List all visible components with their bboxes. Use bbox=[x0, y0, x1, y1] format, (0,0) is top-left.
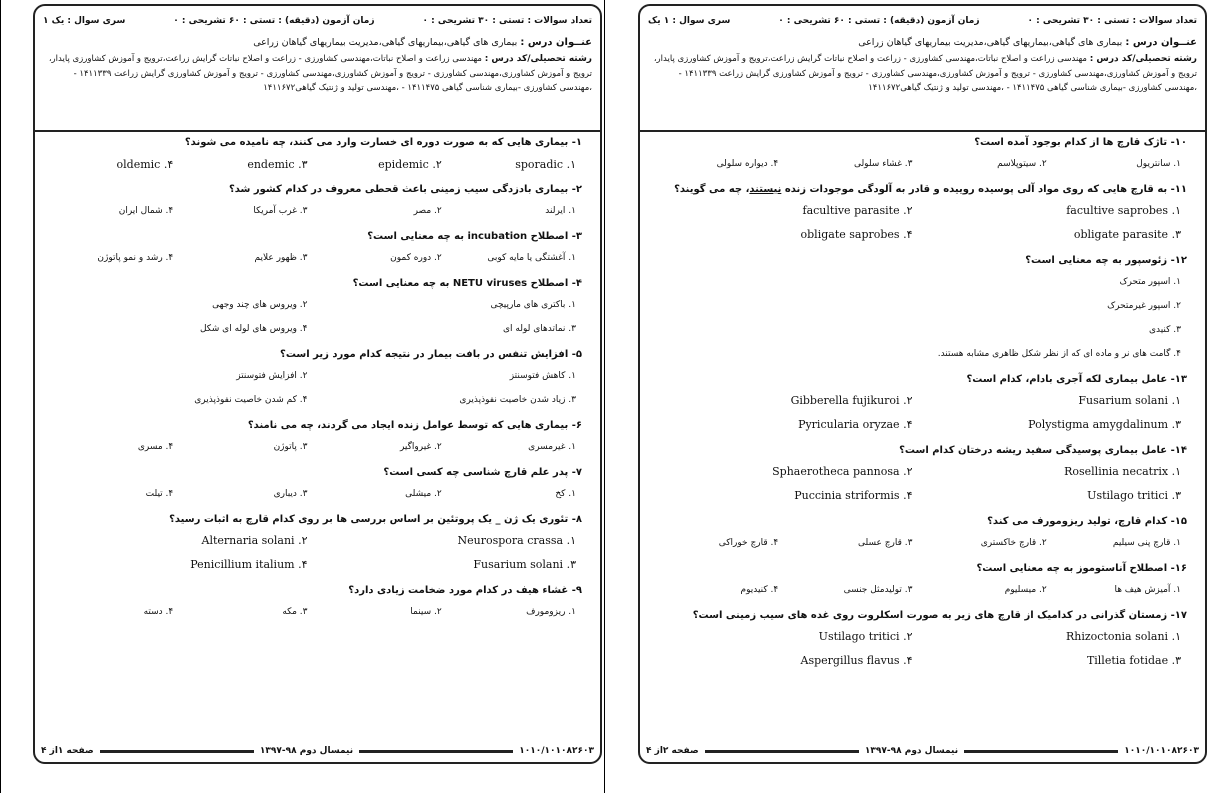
question-14 bbox=[654, 442, 1191, 508]
exam-page-1 bbox=[33, 4, 602, 764]
question-8 bbox=[49, 511, 586, 577]
option[interactable]: ۴. شمال ایران bbox=[118, 206, 174, 216]
question-17 bbox=[654, 607, 1191, 673]
option[interactable]: ۲. Ustilago tritici bbox=[818, 630, 913, 643]
course-title bbox=[43, 36, 592, 50]
question-text: ۲- بیماری بادزدگی سیب زمینی باعث قحطی معروف در کدام کشور شد؟ bbox=[228, 184, 582, 195]
option[interactable]: ۴. کنیدیوم bbox=[740, 585, 779, 595]
option[interactable]: ۴. دسته bbox=[143, 607, 174, 617]
left-edge-line bbox=[0, 0, 1, 793]
exam-time: زمان آزمون (دقیقه) : تستی : ۶۰ تشریحی : ۰ bbox=[173, 16, 375, 26]
title-value: بیماری های گیاهی،بیماریهای گیاهی،مدیریت بیماریهای گیاهان زراعی bbox=[858, 37, 1123, 48]
option[interactable]: ۴. ویروس های لوله ای شکل bbox=[199, 324, 308, 334]
option[interactable]: ۱. ریزومورف bbox=[526, 607, 576, 617]
option[interactable]: ۴. تیلت bbox=[145, 489, 174, 499]
course-label: رشته تحصیلی/کد درس : bbox=[1089, 54, 1197, 64]
footer-term: نیمسال دوم ۹۸-۱۳۹۷ bbox=[259, 746, 354, 756]
option[interactable]: ۳. قارچ عسلی bbox=[857, 538, 913, 548]
question-text: ۴- اصطلاح NETU viruses به چه معنایی است؟ bbox=[352, 278, 582, 289]
question-text: ۹- غشاء هیف در کدام مورد ضخامت زیادی دارد؟ bbox=[348, 585, 582, 596]
option[interactable]: ۴. گامت های نر و ماده ای که از نظر شکل ظاهری مشابه هستند. bbox=[937, 349, 1181, 359]
question-text: ۱۷- زمستان گذرانی در کدامیک از قارچ های زیر به صورت اسکلروت روی غده های سیب زمینی است؟ bbox=[692, 610, 1187, 621]
question-10 bbox=[654, 134, 1191, 176]
option[interactable]: ۱. سانتریول bbox=[1136, 159, 1181, 169]
question-3 bbox=[49, 228, 586, 270]
option[interactable]: ۳. زیاد شدن خاصیت نفوذپذیری bbox=[459, 395, 576, 405]
questions-list bbox=[35, 134, 600, 629]
option[interactable]: ۳. غشاء سلولی bbox=[853, 159, 913, 169]
question-1 bbox=[49, 134, 586, 176]
question-5 bbox=[49, 346, 586, 412]
option[interactable]: ۲. غیرواگیر bbox=[399, 442, 442, 452]
option[interactable]: ۳. دیباری bbox=[273, 489, 308, 499]
option[interactable]: ۲. اسپور غیرمتحرک bbox=[1107, 301, 1181, 311]
option[interactable]: ۴. Pyricularia oryzae bbox=[798, 418, 913, 431]
page-header bbox=[640, 6, 1205, 130]
option[interactable]: ۲. دوره کمون bbox=[390, 253, 442, 263]
exam-page-2 bbox=[638, 4, 1207, 764]
question-text: ۶- بیماری هایی که توسط عوامل زنده ایجاد می گردند، چه می نامند؟ bbox=[247, 420, 582, 431]
page-header bbox=[35, 6, 600, 130]
option[interactable]: ۱. Rhizoctonia solani bbox=[1065, 630, 1181, 643]
option[interactable]: ۳. کنیدی bbox=[1148, 325, 1181, 335]
option[interactable]: ۳. obligate parasite bbox=[1073, 228, 1181, 241]
question-text-part: ، چه می گویند؟ bbox=[674, 184, 750, 195]
option[interactable]: ۳. Tilletia fotidae bbox=[1086, 654, 1181, 667]
option[interactable]: ۴. دیواره سلولی bbox=[716, 159, 779, 169]
option[interactable]: ۳. ظهور علایم bbox=[254, 253, 308, 263]
course-label: رشته تحصیلی/کد درس : bbox=[484, 54, 592, 64]
header-divider bbox=[35, 130, 600, 132]
question-4 bbox=[49, 275, 586, 341]
option[interactable]: ۳. غرب آمریکا bbox=[253, 206, 308, 216]
option[interactable]: ۲. سیتوپلاسم bbox=[997, 159, 1047, 169]
option[interactable]: ۱. آمیزش هیف ها bbox=[1114, 585, 1181, 595]
course-field bbox=[43, 52, 592, 96]
option[interactable]: ۲. قارچ خاکستری bbox=[980, 538, 1047, 548]
course-value: مهندسی زراعت و اصلاح نباتات،مهندسی کشاورزی - زراعت و اصلاح نباتات گرایش زراعت،ترویج و آموزش کشاورزی پایدار، ترویج و آموزش کشاورزی،مهندسی کشاورزی - ترویج و آموزش کشاورزی،مهندسی کشاورزی - ترویج و آموزش کشاورزی گرایش زراعت ۱۴۱۱۳۳۹ - ،مهندسی کشاورزی -بیماری شناسی گیاهی ۱۴۱۱۴۷۵ - ،مهندسی تولید و ژنتیک گیاهی۱۴۱۱۶۷۲ bbox=[653, 54, 1197, 93]
question-text: ۱۰- تاژک قارچ ها از کدام بوجود آمده است؟ bbox=[974, 137, 1187, 148]
question-text: ۱- بیماری هایی که به صورت دوره ای خسارت وارد می کنند، چه نامیده می شوند؟ bbox=[184, 137, 582, 148]
option[interactable]: ۲. Sphaerotheca pannosa bbox=[772, 465, 913, 478]
option[interactable]: ۳. Fusarium solani bbox=[473, 558, 576, 571]
option[interactable]: ۳. Polystigma amygdalinum bbox=[1028, 418, 1181, 431]
question-9 bbox=[49, 582, 586, 624]
option[interactable]: ۴. obligate saprobes bbox=[800, 228, 913, 241]
option[interactable]: ۴. کم شدن خاصیت نفوذپذیری bbox=[194, 395, 308, 405]
page-footer bbox=[646, 744, 1199, 758]
questions-count: تعداد سوالات : تستی : ۳۰ تشریحی : ۰ bbox=[422, 16, 592, 26]
option[interactable]: ۱. کاهش فتوسنتز bbox=[509, 371, 576, 381]
option[interactable]: ۳. پاتوژن bbox=[273, 442, 308, 452]
question-16 bbox=[654, 560, 1191, 602]
option[interactable]: ۲. ویروس های چند وجهی bbox=[212, 300, 308, 310]
course-field bbox=[648, 52, 1197, 96]
option[interactable]: ۱. facultive saprobes bbox=[1066, 204, 1181, 217]
option[interactable]: ۴. رشد و نمو پاتوژن bbox=[97, 253, 174, 263]
option[interactable]: ۱. قارچ پنی سیلیم bbox=[1112, 538, 1181, 548]
page-footer bbox=[41, 744, 594, 758]
option[interactable]: ۱. Fusarium solani bbox=[1078, 394, 1181, 407]
option[interactable]: ۴. Penicillium italium bbox=[190, 558, 308, 571]
option[interactable]: ۴. مسری bbox=[137, 442, 174, 452]
option[interactable]: ۲. مصر bbox=[413, 206, 442, 216]
option[interactable]: ۳. نماتدهای لوله ای bbox=[502, 324, 576, 334]
option[interactable]: ۲. میشلی bbox=[405, 489, 442, 499]
option[interactable]: ۲. facultive parasite bbox=[802, 204, 913, 217]
question-text: ۳- اصطلاح incubation به چه معنایی است؟ bbox=[367, 231, 582, 242]
question-2 bbox=[49, 181, 586, 223]
footer-code: ۱۰۱۰/۱۰۱۰۸۲۶۰۳ bbox=[519, 746, 594, 756]
question-text: ۱۶- اصطلاح آناستوموز به چه معنایی است؟ bbox=[976, 563, 1187, 574]
footer-bar bbox=[359, 750, 513, 753]
question-text-part: ۱۱- به قارچ هایی که روی مواد آلی پوسیده روییده و قادر به آلودگی موجودات زنده bbox=[781, 184, 1187, 195]
question-text: ۱۵- کدام قارچ، تولید ریزومورف می کند؟ bbox=[987, 516, 1187, 527]
option[interactable]: ۱. غیرمسری bbox=[528, 442, 576, 452]
option[interactable]: ۳. مکه bbox=[282, 607, 308, 617]
question-6 bbox=[49, 417, 586, 459]
question-text bbox=[654, 181, 1191, 199]
option[interactable]: ۴. قارچ خوراکی bbox=[718, 538, 779, 548]
option[interactable]: ۱. sporadic bbox=[515, 157, 576, 171]
footer-page-number: صفحه ۱از ۴ bbox=[41, 746, 94, 756]
option[interactable]: ۱. Rosellinia necatrix bbox=[1064, 465, 1181, 478]
option[interactable]: ۲. epidemic bbox=[378, 157, 442, 171]
course-title bbox=[648, 36, 1197, 50]
footer-page-number: صفحه ۲از ۴ bbox=[646, 746, 699, 756]
title-value: بیماری های گیاهی،بیماریهای گیاهی،مدیریت بیماریهای گیاهان زراعی bbox=[253, 37, 518, 48]
question-12 bbox=[654, 252, 1191, 366]
question-11 bbox=[654, 181, 1191, 247]
question-text: ۸- تئوری یک ژن _ یک پروتئین بر اساس بررسی ها بر روی کدام قارچ به اثبات رسید؟ bbox=[169, 514, 582, 525]
center-divider bbox=[604, 0, 605, 793]
footer-term: نیمسال دوم ۹۸-۱۳۹۷ bbox=[864, 746, 959, 756]
question-text: ۱۲- زئوسپور به چه معنایی است؟ bbox=[1025, 255, 1187, 266]
option[interactable]: ۴. oldemic bbox=[116, 157, 174, 171]
question-text-underlined: نیستند bbox=[749, 184, 782, 195]
exam-time: زمان آزمون (دقیقه) : تستی : ۶۰ تشریحی : ۰ bbox=[778, 16, 980, 26]
option[interactable]: ۳. تولیدمثل جنسی bbox=[843, 585, 913, 595]
option[interactable]: ۱. اسپور متحرک bbox=[1119, 277, 1181, 287]
option[interactable]: ۲. سینما bbox=[410, 607, 442, 617]
footer-bar bbox=[705, 750, 859, 753]
footer-bar bbox=[964, 750, 1118, 753]
option[interactable]: ۴. Puccinia striformis bbox=[794, 489, 913, 502]
option[interactable]: ۲. میسلیوم bbox=[1004, 585, 1047, 595]
questions-list bbox=[640, 134, 1205, 678]
option[interactable]: ۱. ایرلند bbox=[545, 206, 576, 216]
course-value: مهندسی زراعت و اصلاح نباتات،مهندسی کشاورزی - زراعت و اصلاح نباتات گرایش زراعت،ترویج و آموزش کشاورزی پایدار، ترویج و آموزش کشاورزی،مهندسی کشاورزی - ترویج و آموزش کشاورزی،مهندسی کشاورزی - ترویج و آموزش کشاورزی گرایش زراعت ۱۴۱۱۳۳۹ - ،مهندسی کشاورزی -بیماری شناسی گیاهی ۱۴۱۱۴۷۵ - ،مهندسی تولید و ژنتیک گیاهی۱۴۱۱۶۷۲ bbox=[48, 54, 592, 93]
option[interactable]: ۲. Alternaria solani bbox=[201, 534, 308, 547]
question-text: ۵- افزایش تنفس در بافت بیمار در نتیجه کدام مورد زیر است؟ bbox=[280, 349, 582, 360]
questions-count: تعداد سوالات : تستی : ۳۰ تشریحی : ۰ bbox=[1027, 16, 1197, 26]
option[interactable]: ۲. Gibberella fujikuroi bbox=[790, 394, 913, 407]
footer-code: ۱۰۱۰/۱۰۱۰۸۲۶۰۳ bbox=[1124, 746, 1199, 756]
option[interactable]: ۴. Aspergillus flavus bbox=[800, 654, 913, 667]
question-text: ۱۳- عامل بیماری لکه آجری بادام، کدام است؟ bbox=[966, 374, 1187, 385]
header-divider bbox=[640, 130, 1205, 132]
option[interactable]: ۱. کخ bbox=[555, 489, 576, 499]
question-text: ۱۴- عامل بیماری پوسیدگی سفید ریشه درختان کدام است؟ bbox=[899, 445, 1187, 456]
option[interactable]: ۲. افزایش فتوسنتز bbox=[236, 371, 308, 381]
series-label: سری سوال : یک ۱ bbox=[43, 16, 126, 26]
option[interactable]: ۳. Ustilago tritici bbox=[1087, 489, 1181, 502]
option[interactable]: ۱. Neurospora crassa bbox=[457, 534, 576, 547]
question-13 bbox=[654, 371, 1191, 437]
option[interactable]: ۱. آغشتگی یا مایه کوبی bbox=[487, 253, 576, 263]
question-15 bbox=[654, 513, 1191, 555]
option[interactable]: ۱. باکتری های مارپیچی bbox=[490, 300, 576, 310]
question-7 bbox=[49, 464, 586, 506]
footer-bar bbox=[100, 750, 254, 753]
question-text: ۷- پدر علم قارچ شناسی چه کسی است؟ bbox=[383, 467, 582, 478]
option[interactable]: ۳. endemic bbox=[247, 157, 308, 171]
title-label: عنــوان درس : bbox=[1125, 37, 1197, 48]
title-label: عنــوان درس : bbox=[520, 37, 592, 48]
series-label: سری سوال : ۱ یک bbox=[648, 16, 731, 26]
